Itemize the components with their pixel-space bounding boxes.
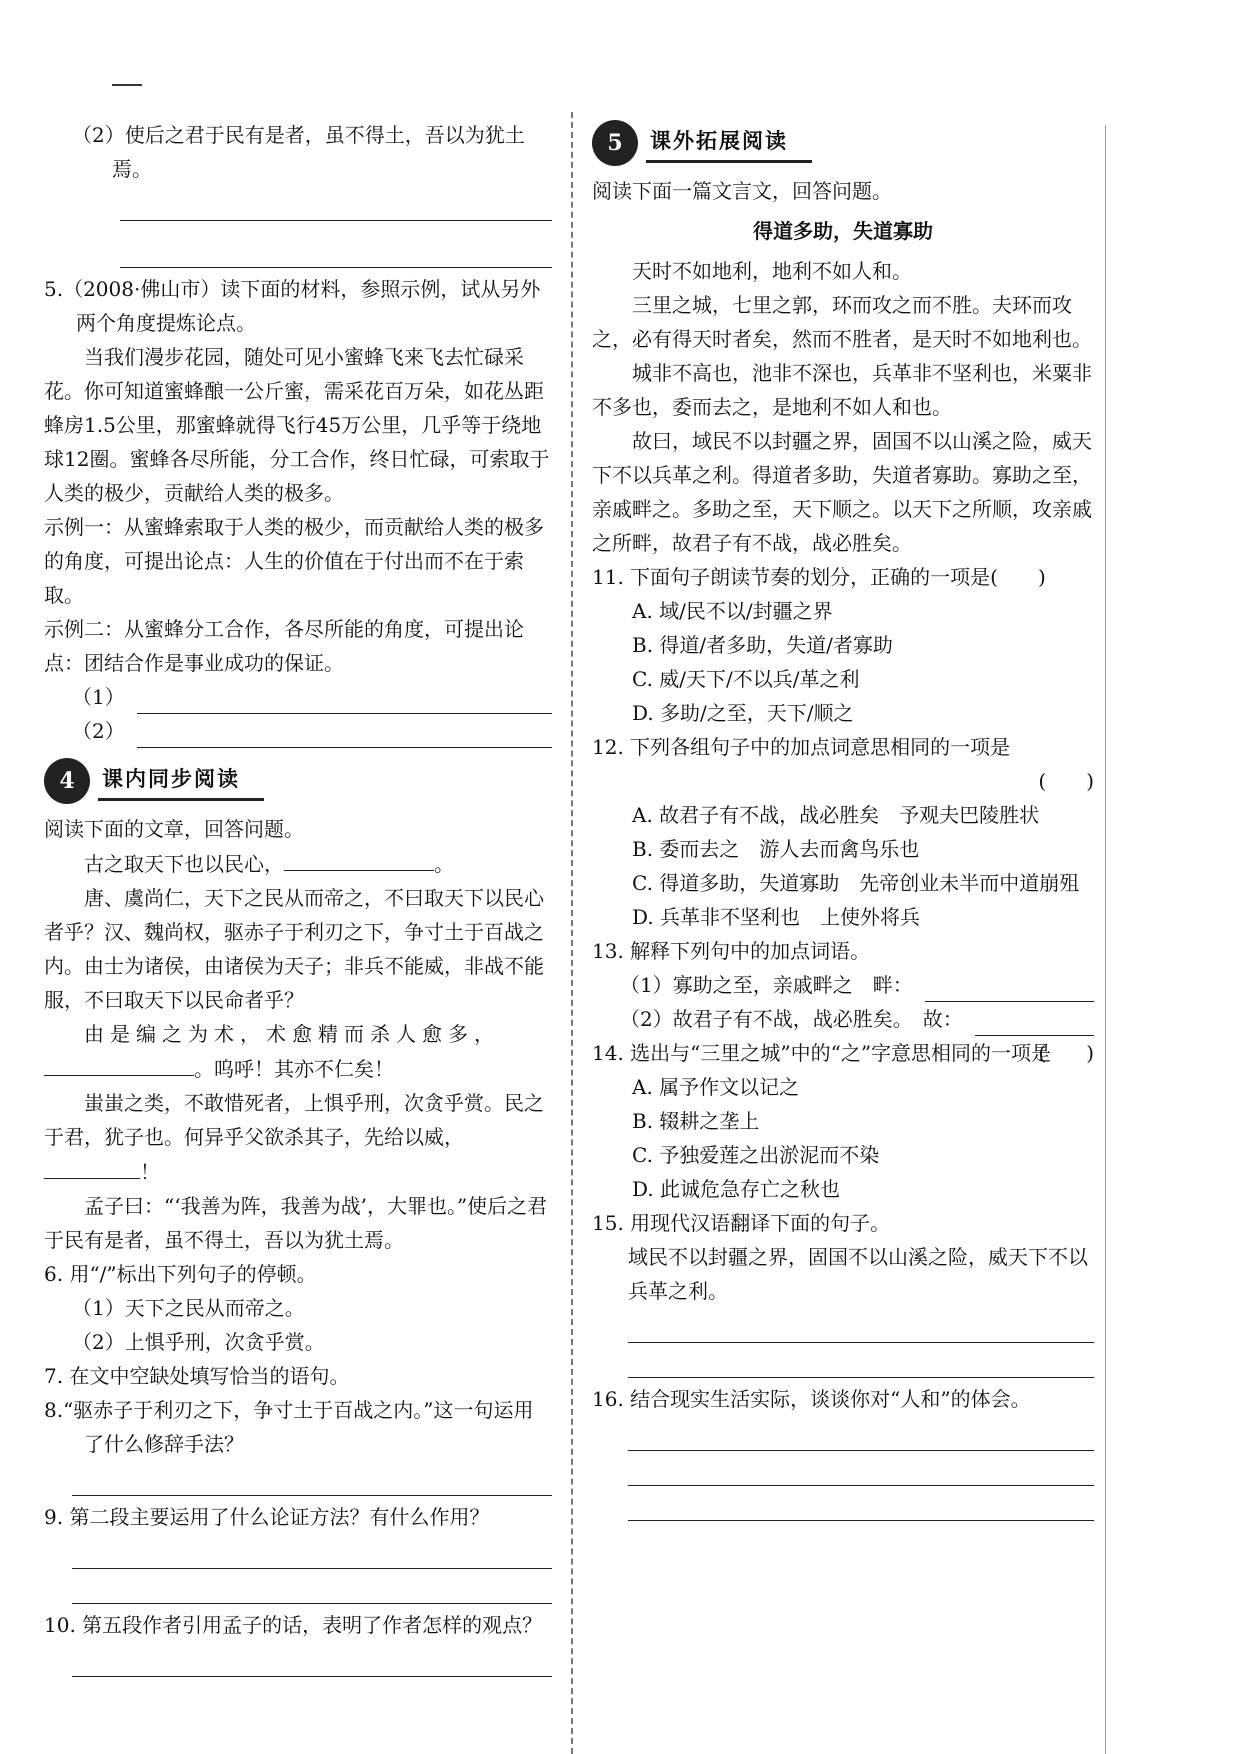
q15-answer-area <box>592 1312 1094 1378</box>
right-border <box>1105 125 1106 1754</box>
section-banner-title: 课外拓展阅读 <box>646 124 812 163</box>
fill-blank-2[interactable] <box>44 1051 194 1076</box>
answer-line[interactable] <box>72 1538 552 1569</box>
q5-answer-1-label: （1） <box>72 685 125 709</box>
answer-line[interactable] <box>628 1420 1094 1451</box>
q8-stem: 8.“驱赤子于利刃之下，争寸土于百战之内。”这一句运用了什么修辞手法？ <box>44 1398 534 1456</box>
passage-para-1 <box>44 846 552 881</box>
q12-option-b[interactable]: B. 委而去之 游人去而禽鸟乐也 <box>632 837 920 861</box>
passage-para-3: 城非不高也，池非不深也，兵革非不坚利也，米粟非不多也，委而去之，是地利不如人和也。 <box>592 361 1092 419</box>
q13-item-2 <box>592 1002 1094 1036</box>
passage-para-1: 天时不如地利，地利不如人和。 <box>632 259 912 283</box>
q13-item-1-line[interactable] <box>925 977 1094 1002</box>
answer-line[interactable] <box>72 1465 552 1496</box>
q14-option-b[interactable]: B. 辍耕之垄上 <box>632 1109 760 1133</box>
passage-title: 得道多助，失道寡助 <box>753 219 933 243</box>
q7-stem: 7. 在文中空缺处填写恰当的语句。 <box>44 1364 350 1388</box>
fill-blank-3[interactable] <box>44 1154 140 1179</box>
q4-answer-area <box>44 190 552 268</box>
q5-answer-2-label: （2） <box>72 719 125 743</box>
q11-option-c[interactable]: C. 威/天下/不以兵/革之利 <box>632 667 860 691</box>
q11-option-d[interactable]: D. 多助/之至，天下/顺之 <box>632 701 854 725</box>
q5-stem: 5.（2008·佛山市）读下面的材料，参照示例，试从另外两个角度提炼论点。 <box>44 277 541 335</box>
passage-para-5: 孟子曰：“‘我善为阵，我善为战’，大罪也。”使后之君于民有是者，虽不得土，吾以为犹土焉。 <box>44 1194 548 1252</box>
reading-intro: 阅读下面的文章，回答问题。 <box>44 817 304 841</box>
answer-line[interactable] <box>628 1312 1094 1343</box>
passage-para-4: 故曰，域民不以封疆之界，固国不以山溪之险，威天下不以兵革之利。得道者多助，失道者寡助。寡助之至，亲戚畔之。多助之至，天下顺之。以天下之所顺，攻亲戚之所畔，故君子有不战，战必胜矣。 <box>592 429 1092 555</box>
q9-stem: 9. 第二段主要运用了什么论证方法？有什么作用？ <box>44 1505 490 1529</box>
answer-line[interactable] <box>72 1573 552 1604</box>
passage-para-1-text: 古之取天下也以民心， <box>84 852 284 876</box>
q13-item-2-line[interactable] <box>975 1011 1094 1036</box>
q16-stem: 16. 结合现实生活实际，谈谈你对“人和”的体会。 <box>592 1387 1031 1411</box>
q5-answer-1-line[interactable] <box>137 689 552 714</box>
q10-answer-area <box>44 1646 552 1677</box>
fill-blank-1[interactable] <box>284 846 434 871</box>
q15-sentence: 域民不以封疆之界，固国不以山溪之险，威天下不以兵革之利。 <box>628 1245 1088 1303</box>
q12-paren <box>592 764 1094 798</box>
top-mark <box>112 84 142 86</box>
q4-item-2: （2）使后之君于民有是者，虽不得土，吾以为犹土焉。 <box>72 123 525 181</box>
q5-answer-2-line[interactable] <box>137 723 552 748</box>
q14-stem <box>592 1036 1094 1070</box>
q8-answer-area <box>44 1465 552 1496</box>
left-column <box>44 118 552 1681</box>
reading-intro: 阅读下面一篇文言文，回答问题。 <box>592 179 892 203</box>
passage-para-4-end: ！ <box>140 1160 160 1184</box>
section-banner-extended <box>592 118 1094 168</box>
answer-line[interactable] <box>72 1646 552 1677</box>
q6-item-1: （1）天下之民从而帝之。 <box>72 1296 305 1320</box>
passage-para-1-end: 。 <box>434 852 454 876</box>
q14-stem-text: 14. 选出与“三里之城”中的“之”字意思相同的一项是 <box>592 1041 1052 1065</box>
q12-option-a[interactable]: A. 故君子有不战，战必胜矣 予观夫巴陵胜状 <box>632 803 1040 827</box>
passage-para-3-end: 。呜呼！其亦不仁矣！ <box>194 1057 394 1081</box>
passage-para-4-text: 蚩蚩之类，不敢惜死者，上惧乎刑，次贪乎赏。民之于君，犹子也。何异乎父欲杀其子，先给以威， <box>44 1091 544 1149</box>
answer-line[interactable] <box>120 237 552 268</box>
q13-item-1-text: （1）寡助之至，亲戚畔之 畔： <box>620 973 913 997</box>
q13-item-1 <box>592 968 1094 1002</box>
q14-option-d[interactable]: D. 此诚危急存亡之秋也 <box>632 1177 841 1201</box>
q12-stem: 12. 下列各组句子中的加点词意思相同的一项是 <box>592 735 1011 759</box>
q15-stem: 15. 用现代汉语翻译下面的句子。 <box>592 1211 891 1235</box>
q5-example-2: 示例二：从蜜蜂分工合作，各尽所能的角度，可提出论点：团结合作是事业成功的保证。 <box>44 617 524 675</box>
q10-stem: 10. 第五段作者引用孟子的话，表明了作者怎样的观点？ <box>44 1613 543 1637</box>
q5-example-1: 示例一：从蜜蜂索取于人类的极少，而贡献给人类的极多的角度，可提出论点：人生的价值在于付出而不在于索取。 <box>44 515 544 607</box>
column-divider <box>571 112 573 1754</box>
passage-para-3-text: 由是编之为术，术愈精而杀人愈多， <box>84 1022 500 1046</box>
q14-option-a[interactable]: A. 属予作文以记之 <box>632 1075 800 1099</box>
q6-stem: 6. 用“/”标出下列句子的停顿。 <box>44 1262 317 1286</box>
answer-line[interactable] <box>628 1490 1094 1521</box>
section-banner-title: 课内同步阅读 <box>98 762 264 801</box>
q13-item-2-text: （2）故君子有不战，战必胜矣。 故： <box>620 1007 963 1031</box>
q12-option-c[interactable]: C. 得道多助，失道寡助 先帝创业未半而中道崩殂 <box>632 871 1080 895</box>
q14-answer-bracket[interactable]: ( ) <box>1038 1041 1094 1065</box>
answer-line[interactable] <box>628 1455 1094 1486</box>
q12-answer-bracket[interactable]: ( ) <box>1038 769 1094 793</box>
q13-stem: 13. 解释下列句中的加点词语。 <box>592 939 871 963</box>
passage-para-3 <box>44 1017 552 1051</box>
q12-option-d[interactable]: D. 兵革非不坚利也 上使外将兵 <box>632 905 921 929</box>
passage-para-2: 三里之城，七里之郭，环而攻之而不胜。夫环而攻之，必有得天时者矣，然而不胜者，是天时不如地利也。 <box>592 293 1092 351</box>
q9-answer-area <box>44 1538 552 1604</box>
section-banner-in-class <box>44 756 552 806</box>
q6-item-2: （2）上惧乎刑，次贪乎赏。 <box>72 1330 325 1354</box>
q5-answer-2 <box>44 714 552 748</box>
section-number-icon: 4 <box>44 758 90 804</box>
right-column <box>592 118 1094 1525</box>
answer-line[interactable] <box>628 1347 1094 1378</box>
passage-para-4 <box>44 1086 552 1189</box>
q11-option-a[interactable]: A. 域/民不以/封疆之界 <box>632 599 833 623</box>
q5-answer-1 <box>44 680 552 714</box>
passage-para-2: 唐、虞尚仁，天下之民从而帝之，不曰取天下以民心者乎？汉、魏尚权，驱赤子于利刃之下，争寸土于百战之内。由士为诸侯，由诸侯为天子；非兵不能威，非战不能服，不曰取天下以民命者乎？ <box>44 886 544 1012</box>
q5-passage: 当我们漫步花园，随处可见小蜜蜂飞来飞去忙碌采花。你可知道蜜蜂酿一公斤蜜，需采花百万朵，如花丛距蜂房1.5公里，那蜜蜂就得飞行45万公里，几乎等于绕地球12圈。蜜蜂各尽所能，分工合作，终日忙碌，可索取于人类的极少，贡献给人类的极多。 <box>44 345 550 505</box>
q14-option-c[interactable]: C. 予独爱莲之出淤泥而不染 <box>632 1143 880 1167</box>
passage-para-3-cont <box>44 1051 552 1086</box>
q16-answer-area <box>592 1420 1094 1521</box>
answer-line[interactable] <box>120 190 552 221</box>
section-number-icon: 5 <box>592 120 638 166</box>
q11-stem: 11. 下面句子朗读节奏的划分，正确的一项是( ) <box>592 565 1046 589</box>
q11-option-b[interactable]: B. 得道/者多助，失道/者寡助 <box>632 633 893 657</box>
